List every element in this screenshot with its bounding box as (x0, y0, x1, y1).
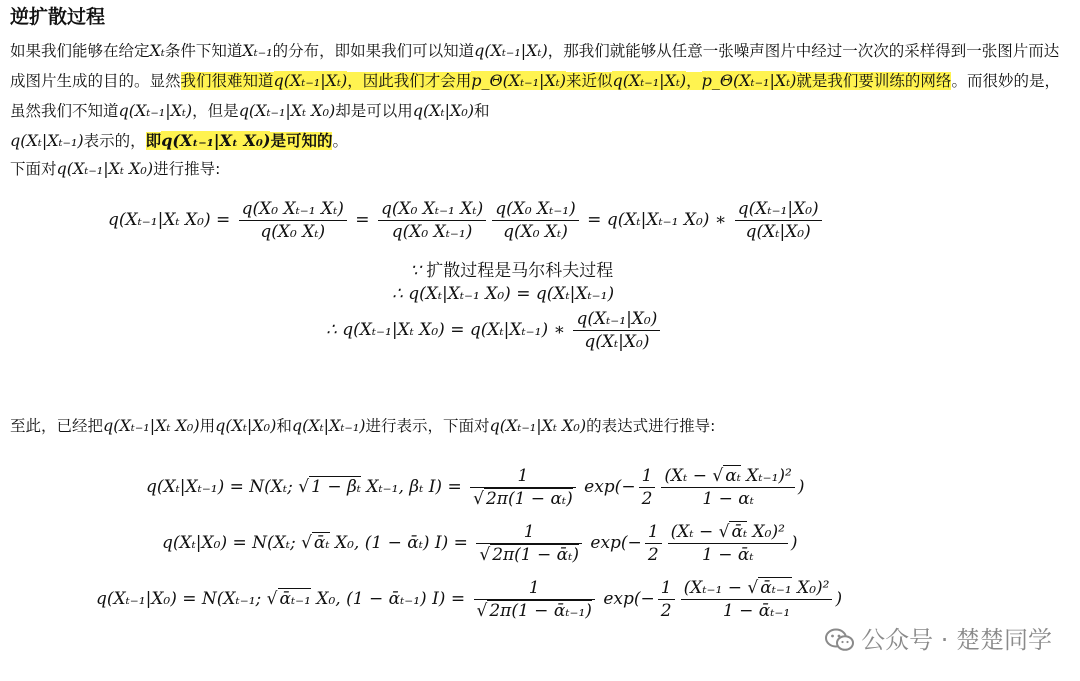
numerator: q(X₀ Xₜ₋₁ Xₜ) (380, 199, 484, 219)
highlight-math: q(Xₜ₋₁|Xₜ) (612, 71, 687, 90)
therefore-line-2 (326, 308, 663, 353)
denominator: q(Xₜ|X₀) (573, 330, 660, 353)
because-text: 扩散过程是马尔科夫过程 (426, 261, 614, 281)
math-inline: Xₜ₋₁ (242, 41, 273, 60)
numerator: (Xₜ − √ ᾱₜ X₀)² (670, 522, 785, 542)
text: 下面对 (10, 160, 57, 178)
eq-lhs: q(Xₜ|X₀) = N(Xₜ; (162, 533, 302, 553)
fraction (658, 577, 675, 622)
exp-label: exp(− (584, 477, 636, 497)
fraction (573, 308, 660, 353)
highlight-text: 就是我们要训练的网络 (796, 72, 952, 90)
fraction (476, 521, 582, 566)
numerator: 1 (517, 466, 529, 486)
highlight-text: ，因此我们才会用 (347, 72, 472, 90)
text: ，那我们就能够从任意一张噪声图片中经过一次次的采样得到一张图片而达成图片生成的目的。显然 (10, 42, 1060, 90)
text: 和 (276, 417, 292, 435)
eq-lhs: q(Xₜ₋₁|Xₜ X₀) = (108, 210, 231, 230)
exp-label: exp(− (603, 589, 655, 609)
numerator: 1 (660, 578, 672, 598)
intro-paragraph (10, 36, 1070, 156)
fraction (639, 465, 656, 510)
num-post: Xₜ₋₁)² (740, 466, 792, 486)
num-pre: (Xₜ − (664, 466, 713, 486)
text: 至此，已经把 (10, 417, 104, 435)
numerator: 1 (647, 522, 659, 542)
bold-highlight-math: q(Xₜ₋₁|Xₜ X₀) (161, 131, 271, 150)
therefore-line-1: ∴ q(Xₜ|Xₜ₋₁ X₀) = q(Xₜ|Xₜ₋₁) (392, 284, 615, 304)
fraction (239, 198, 347, 243)
denominator: 1 − αₜ (661, 487, 794, 510)
eq-middle: = q(Xₜ|Xₜ₋₁ X₀) ∗ (587, 210, 727, 230)
eq-lhs: q(Xₜ₋₁|X₀) = N(Xₜ₋₁; (96, 589, 267, 609)
denominator: 1 − ᾱₜ₋₁ (681, 599, 833, 622)
numerator: 1 (641, 466, 653, 486)
eq-lhs: q(Xₜ|Xₜ₋₁) = N(Xₜ; (146, 477, 299, 497)
text: 用 (199, 417, 216, 435)
num-post: X₀)² (747, 522, 785, 542)
text: 却是可以用 (335, 102, 413, 120)
math-inline: q(Xₜ|X₀) (412, 101, 475, 120)
highlight-math: q(Xₜ₋₁|Xₜ) (273, 71, 348, 90)
fraction (378, 198, 486, 243)
text: ，但是 (192, 102, 239, 120)
fraction (474, 577, 595, 622)
derivation-intro (10, 154, 1070, 184)
denominator: 2 (645, 543, 662, 566)
num-post: X₀)² (791, 578, 830, 598)
fraction (492, 198, 579, 243)
numerator: q(X₀ Xₜ₋₁) (495, 199, 576, 219)
eq-lhs: ∴ q(Xₜ₋₁|Xₜ X₀) = q(Xₜ|Xₜ₋₁) ∗ (326, 320, 566, 340)
highlight-math: p_Θ(Xₜ₋₁|Xₜ) (471, 71, 566, 90)
fraction (681, 577, 833, 622)
numerator: q(Xₜ₋₁|X₀) (576, 309, 658, 329)
numerator: 1 (528, 578, 540, 598)
sqrt-symbol: √ (298, 477, 310, 497)
highlight-text: 来近似 (565, 72, 613, 90)
text: 。 (332, 132, 348, 150)
numerator: q(Xₜ₋₁|X₀) (737, 199, 819, 219)
denominator: √ 2π(1 − ᾱₜ) (476, 543, 582, 566)
close-paren: ) (835, 589, 843, 609)
text: 和 (474, 102, 490, 120)
math-inline: q(Xₜ₋₁|Xₜ X₀) (238, 101, 336, 120)
highlight-text: 我们很难知道 (180, 72, 274, 90)
bold-highlight-text: 即 (145, 132, 162, 150)
denominator: q(Xₜ|X₀) (735, 220, 822, 243)
gaussian-equation-3 (96, 577, 842, 622)
sqrt-content: 2π(1 − αₜ) (485, 489, 573, 509)
numerator: 1 (523, 522, 535, 542)
text: 的分布，即如果我们可以知道 (272, 42, 475, 60)
math-inline: q(Xₜ|Xₜ₋₁) (10, 131, 84, 150)
fraction (645, 521, 662, 566)
because-line (410, 256, 613, 281)
text: 进行推导: (153, 160, 221, 178)
eq-rest: Xₜ₋₁, βₜ I) = (360, 477, 462, 497)
sqrt-content: ᾱₜ (731, 522, 748, 542)
text: 进行表示，下面对 (365, 417, 490, 435)
numerator: (Xₜ − √ αₜ Xₜ₋₁)² (664, 466, 792, 486)
math-inline: q(Xₜ₋₁|Xₜ X₀) (103, 416, 200, 435)
watermark-text: 公众号 · 楚楚同学 (861, 626, 1052, 654)
equation-bayes (108, 198, 825, 243)
fraction (668, 521, 788, 566)
math-inline: q(Xₜ₋₁|Xₜ) (474, 41, 548, 60)
numerator: (Xₜ₋₁ − √ ᾱₜ₋₁ X₀)² (683, 578, 830, 598)
highlight-text: ， (686, 72, 702, 90)
fraction (661, 465, 794, 510)
sqrt-content: 2π(1 − ᾱₜ) (492, 545, 579, 565)
denominator: q(X₀ Xₜ₋₁) (378, 220, 486, 243)
text: 如果我们能够在给定 (10, 42, 150, 60)
fraction (470, 465, 576, 510)
eq-rest: X₀, (1 − ᾱₜ) I) = (329, 533, 468, 553)
denominator: q(X₀ Xₜ) (492, 220, 579, 243)
exp-label: exp(− (590, 533, 642, 553)
num-pre: (Xₜ − (670, 522, 719, 542)
gaussian-equation-2 (162, 521, 798, 566)
text: 。而很妙的是，虽然我们不知道 (10, 72, 1060, 120)
denominator: √ 2π(1 − αₜ) (470, 487, 576, 510)
text: 条件下知道 (164, 42, 243, 60)
sqrt-content: 2π(1 − ᾱₜ₋₁) (489, 601, 592, 621)
math-inline: q(Xₜ|Xₜ₋₁) (291, 416, 366, 435)
math-inline: q(Xₜ|X₀) (215, 416, 277, 435)
denominator: 2 (658, 599, 675, 622)
sqrt-content: ᾱₜ₋₁ (279, 589, 311, 609)
math-inline: q(Xₜ₋₁|Xₜ) (118, 101, 193, 120)
denominator: 1 − ᾱₜ (668, 543, 788, 566)
fraction (735, 198, 822, 243)
wechat-icon (825, 628, 855, 652)
text: 表示的， (83, 132, 146, 150)
bold-highlight-text: 是可知的 (270, 132, 333, 150)
highlight-math: p_Θ(Xₜ₋₁|Xₜ) (701, 71, 797, 90)
num-pre: (Xₜ₋₁ − (683, 578, 748, 598)
math-inline: Xₜ (149, 41, 165, 60)
equals: = (355, 210, 370, 230)
sqrt-symbol: √ (266, 589, 278, 609)
eq-rest: X₀, (1 − ᾱₜ₋₁) I) = (310, 589, 466, 609)
sqrt-content: ᾱₜ₋₁ (760, 578, 792, 598)
denominator: √ 2π(1 − ᾱₜ₋₁) (474, 599, 595, 622)
because-symbol: ∵ (410, 261, 421, 281)
sqrt-content: 1 − βₜ (311, 477, 361, 497)
sqrt-content: αₜ (725, 466, 741, 486)
sqrt-content: ᾱₜ (313, 533, 330, 553)
close-paren: ) (790, 533, 798, 553)
summary-paragraph (10, 411, 1070, 441)
watermark (825, 620, 1052, 655)
numerator: q(X₀ Xₜ₋₁ Xₜ) (241, 199, 344, 219)
section-title: 逆扩散过程 (10, 6, 106, 28)
sqrt-symbol: √ (301, 533, 312, 553)
denominator: 2 (639, 487, 656, 510)
denominator: q(X₀ Xₜ) (239, 220, 347, 243)
math-inline: q(Xₜ₋₁|Xₜ X₀) (56, 159, 154, 178)
gaussian-equation-1 (146, 465, 804, 510)
close-paren: ) (797, 477, 805, 497)
text: 的表达式进行推导: (586, 417, 716, 435)
math-inline: q(Xₜ₋₁|Xₜ X₀) (489, 416, 587, 435)
